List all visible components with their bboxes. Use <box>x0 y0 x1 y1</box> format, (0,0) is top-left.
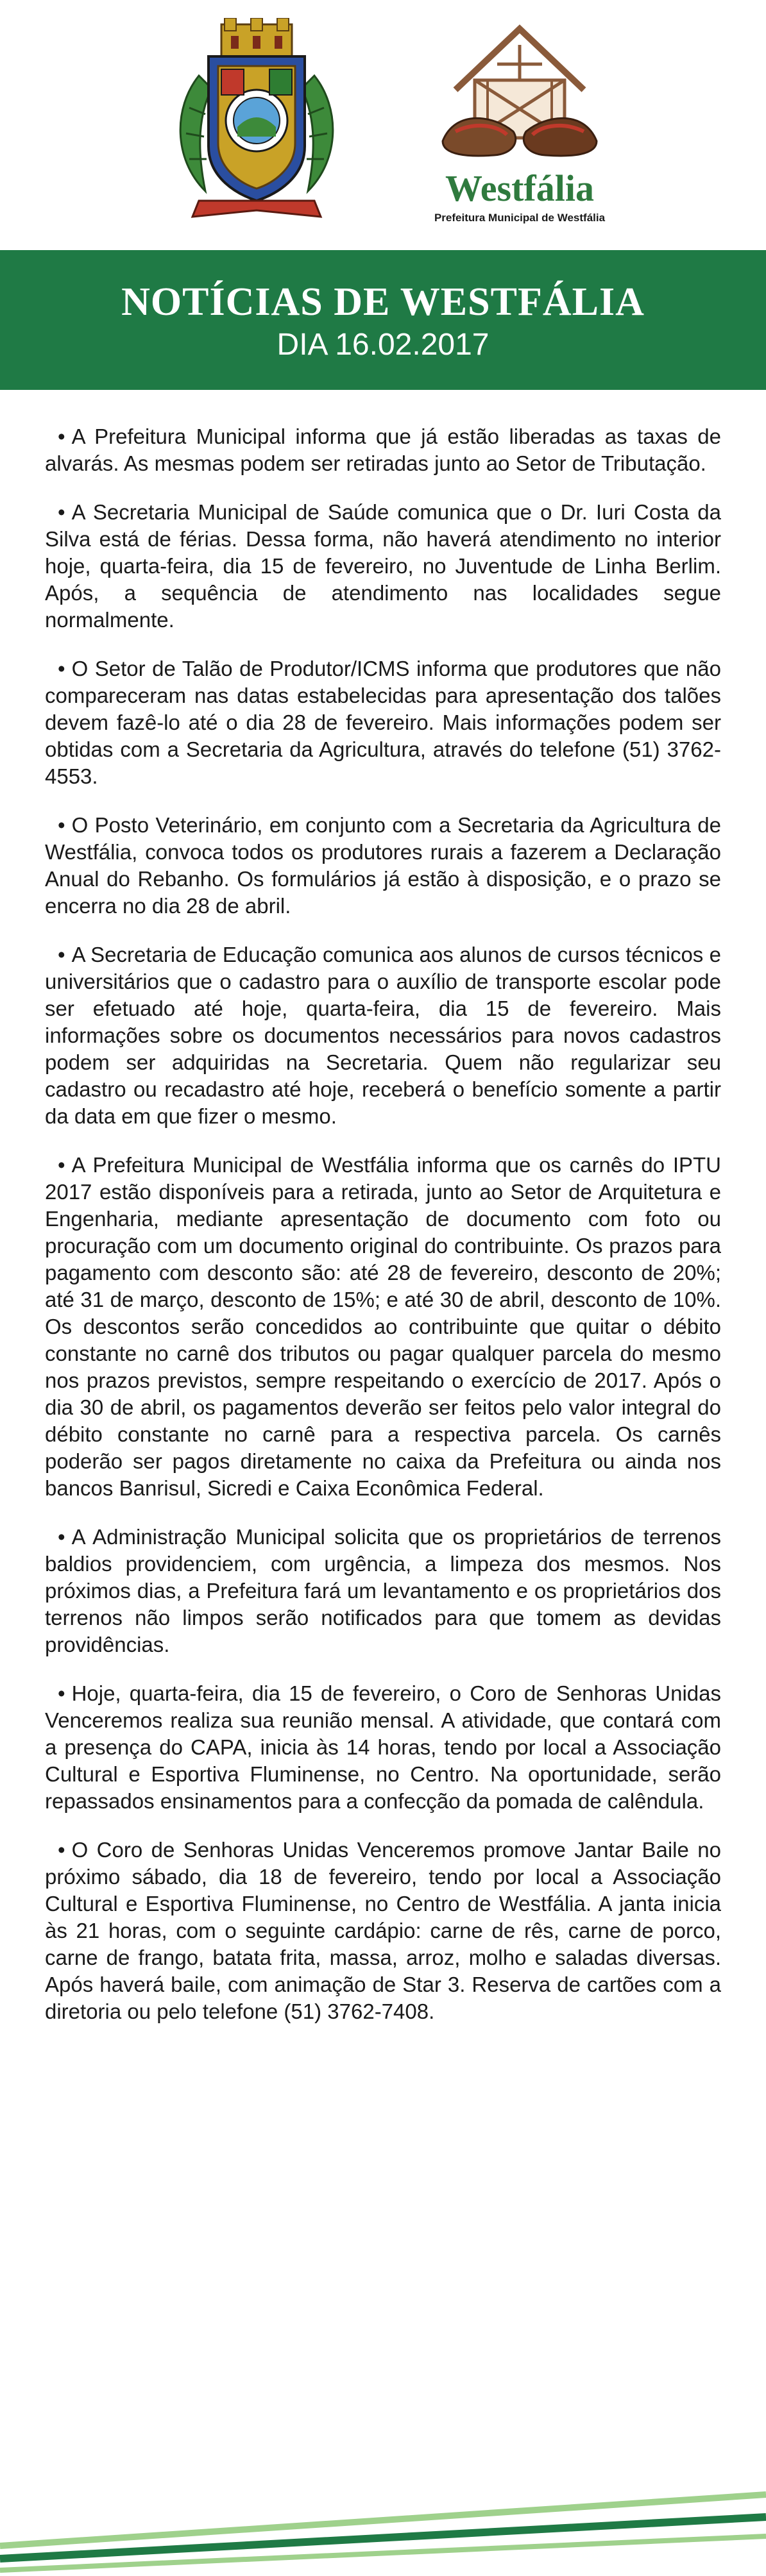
news-item <box>45 812 721 920</box>
bullet-icon: • <box>58 1681 65 1705</box>
page-title: NOTÍCIAS DE WESTFÁLIA <box>121 280 645 324</box>
news-text: A Prefeitura Municipal informa que já estão liberadas as taxas de alvarás. As mesmas podem ser retiradas junto ao Setor de Tributação. <box>45 425 721 475</box>
news-text: Hoje, quarta-feira, dia 15 de fevereiro, o Coro de Senhoras Unidas Venceremos realiza sua reunião mensal. A atividade, que contará com a presença do CAPA, inicia às 14 horas, tendo por local a Associação Cultural e Esportiva Fluminense, no Centro. Na oportunidade, serão repassados ensinamentos para a confecção da pomada de calêndula. <box>45 1681 721 1813</box>
bullet-icon: • <box>58 1838 65 1862</box>
news-item <box>45 1837 721 2025</box>
bullet-icon: • <box>58 1153 65 1177</box>
coat-of-arms-icon <box>160 18 353 223</box>
header-logos <box>0 0 766 244</box>
news-item <box>45 1524 721 1658</box>
news-text: O Setor de Talão de Produtor/ICMS informa que produtores que não compareceram nas datas estabelecidas para apresentação dos talões devem fazê-lo até o dia 28 de fevereiro. Mais informações podem ser obtidas com a Secretaria da Agricultura, através do telefone (51) 3762-4553. <box>45 657 721 788</box>
page-date: DIA 16.02.2017 <box>277 328 489 362</box>
news-text: A Secretaria de Educação comunica aos alunos de cursos técnicos e universitários que o cadastro para o auxílio de transporte escolar pode ser efetuado até hoje, quarta-feira, dia 15 de fevereiro. Mais informações sobre os documentos necessários para novos cadastros podem ser adquiridas na Secretaria. Quem não regularizar seu cadastro ou recadastro até hoje, receberá o benefício somente a partir da data em que fizer o mesmo. <box>45 943 721 1128</box>
news-text: A Prefeitura Municipal de Westfália informa que os carnês do IPTU 2017 estão disponíveis para a retirada, junto ao Setor de Arquitetura e Engenharia, mediante apresentação de documento com foto ou procuração com um documento original do contribuinte. Os prazos para pagamento com desconto são: até 28 de fevereiro, desconto de 20%; até 31 de março, desconto de 15%; e até 30 de abril, desconto de 10%. Os descontos serão concedidos ao contribuinte que quitar o débito constante no carnê dos tributos ou pagar qualquer parcela do mesmo nos prazos previstos, sempre respeitando o exercício de 2017. Após o dia 30 de abril, os pagamentos deverão ser feitos pelo valor integral do débito constante no carnê para a respectiva parcela. Os carnês poderão ser pagos diretamente no caixa da Prefeitura ou ainda nos bancos Banrisul, Sicredi e Caixa Econômica Federal. <box>45 1153 721 1500</box>
news-item <box>45 655 721 790</box>
bullet-icon: • <box>58 1525 65 1549</box>
brand-subtitle: Prefeitura Municipal de Westfália <box>434 212 606 224</box>
news-text: A Secretaria Municipal de Saúde comunica que o Dr. Iuri Costa da Silva está de férias. Dessa forma, não haverá atendimento no interior hoje, quarta-feira, dia 15 de fevereiro, no Juventude de Linha Berlim. Após, a sequência de atendimento nas localidades segue normalmente. <box>45 500 721 632</box>
news-item <box>45 1152 721 1502</box>
westfalia-logo <box>417 19 622 224</box>
bullet-icon: • <box>58 425 65 448</box>
news-text: O Posto Veterinário, em conjunto com a Secretaria da Agricultura de Westfália, convoca todos os produtores rurais a fazerem a Declaração Anual do Rebanho. Os formulários já estão à disposição, e o prazo se encerra no dia 28 de abril. <box>45 813 721 918</box>
news-item <box>45 1680 721 1815</box>
bullet-icon: • <box>58 813 65 837</box>
brand-name: Westfália <box>445 167 594 209</box>
footer-stripes <box>0 2469 766 2576</box>
news-text: O Coro de Senhoras Unidas Venceremos promove Jantar Baile no próximo sábado, dia 18 de fevereiro, tendo por local a Associação Cultural e Esportiva Fluminense, no Centro de Westfália. A janta inicia às 21 horas, com o seguinte cardápio: carne de rês, carne de porco, carne de frango, batata frita, massa, arroz, molho e saladas diversas. Após haverá baile, com animação de Star 3. Reserva de cartões com a diretoria ou pelo telefone (51) 3762-7408. <box>45 1838 721 2023</box>
bullet-icon: • <box>58 500 65 524</box>
news-text: A Administração Municipal solicita que os proprietários de terrenos baldios providenciem, com urgência, a limpeza dos mesmos. Nos próximos dias, a Prefeitura fará um levantamento e os proprietários dos terrenos não limpos serão notificados para que tomem as devidas providências. <box>45 1525 721 1656</box>
news-list <box>45 423 721 2047</box>
title-band <box>0 250 766 390</box>
news-item <box>45 423 721 477</box>
news-item <box>45 499 721 634</box>
bullet-icon: • <box>58 657 65 680</box>
news-item <box>45 941 721 1130</box>
westfalia-house-clogs-icon <box>417 19 622 167</box>
bullet-icon: • <box>58 943 65 966</box>
